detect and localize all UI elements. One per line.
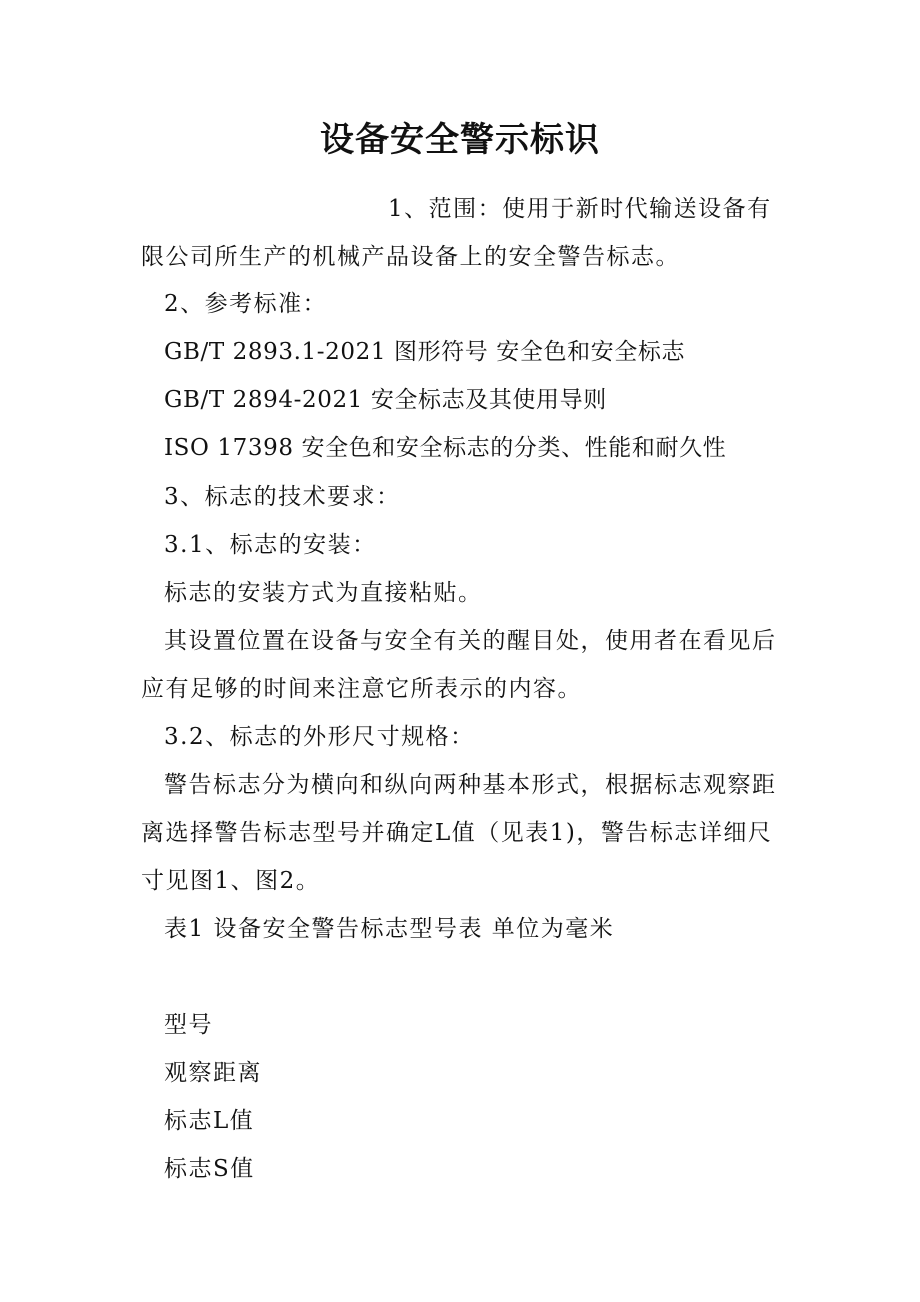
references-heading: 2、参考标准： [164, 291, 328, 317]
table-row-s-value: 标志S值 [164, 1156, 255, 1182]
standard-item-1: GB/T 2893.1-2021 图形符号 安全色和安全标志 [164, 339, 686, 365]
table-caption: 表1 设备安全警告标志型号表 单位为毫米 [164, 916, 615, 942]
dimensions-line-3: 寸见图1、图2。 [141, 868, 321, 894]
scope-line-1: 1、范围：使用于新时代输送设备有 [388, 196, 772, 222]
dimensions-heading: 3.2、标志的外形尺寸规格： [164, 724, 475, 750]
scope-line-2: 限公司所生产的机械产品设备上的安全警告标志。 [141, 244, 680, 270]
installation-text: 标志的安装方式为直接粘贴。 [164, 580, 483, 606]
table-row-model: 型号 [164, 1012, 213, 1038]
standard-item-2: GB/T 2894-2021 安全标志及其使用导则 [164, 387, 607, 413]
standard-item-3: ISO 17398 安全色和安全标志的分类、性能和耐久性 [164, 435, 727, 461]
document-title: 设备安全警示标识 [320, 120, 600, 160]
table-row-l-value: 标志L值 [164, 1108, 255, 1134]
installation-heading: 3.1、标志的安装： [164, 532, 377, 558]
dimensions-line-1: 警告标志分为横向和纵向两种基本形式，根据标志观察距 [164, 772, 777, 798]
requirements-heading: 3、标志的技术要求： [164, 484, 401, 510]
position-line-2: 应有足够的时间来注意它所表示的内容。 [141, 676, 582, 702]
dimensions-line-2: 离选择警告标志型号并确定L值（见表1)，警告标志详细尺 [141, 820, 773, 846]
table-row-distance: 观察距离 [164, 1060, 262, 1086]
position-line-1: 其设置位置在设备与安全有关的醒目处，使用者在看见后 [164, 628, 777, 654]
